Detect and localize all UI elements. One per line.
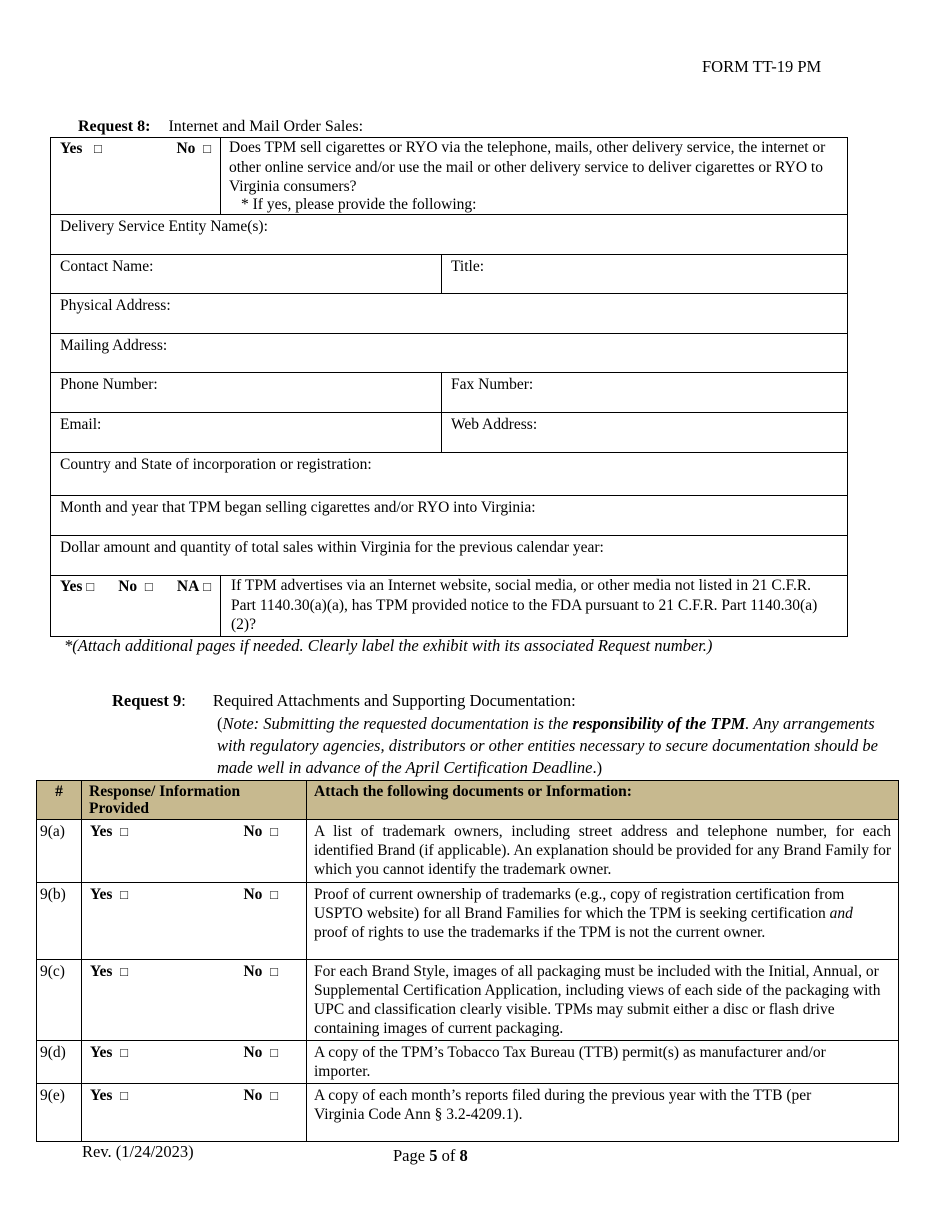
month-year-field[interactable]	[51, 496, 848, 536]
checkbox-icon[interactable]: □	[270, 964, 278, 979]
yes-option[interactable]: Yes □	[90, 963, 128, 980]
na-option[interactable]: NA □	[176, 578, 211, 595]
table-row	[51, 576, 848, 637]
checkbox-icon[interactable]: □	[94, 141, 102, 156]
request-9-table	[36, 780, 899, 1142]
physical-address-field[interactable]	[51, 294, 848, 334]
response-cell	[82, 960, 307, 1041]
attach-note: *(Attach additional pages if needed. Clearly label the exhibit with its associated Request number.)	[64, 636, 713, 655]
yes-option[interactable]: Yes □	[90, 823, 128, 840]
row-number: 9(b)	[37, 883, 82, 960]
checkbox-icon[interactable]: □	[144, 579, 153, 594]
sales-question-cell	[221, 138, 848, 215]
table-row	[51, 413, 848, 453]
revision-date: Rev. (1/24/2023)	[82, 1142, 194, 1161]
checkbox-icon[interactable]: □	[270, 1088, 278, 1103]
table-row	[51, 536, 848, 576]
column-header-number: #	[37, 781, 82, 820]
field-label: Fax Number:	[451, 376, 534, 393]
no-option[interactable]: No □	[176, 140, 211, 157]
request-9-note: (Note: Submitting the requested documentation is the responsibility of the TPM. Any arrangements with regulatory agencies, distributors or other entities necessary to secure documentation should be made well in advance of the April Certification Deadline.)	[217, 714, 878, 777]
document-description: A copy of the TPM’s Tobacco Tax Bureau (TTB) permit(s) as manufacturer and/or importer.	[307, 1041, 899, 1084]
field-label: Month and year that TPM began selling cigarettes and/or RYO into Virginia:	[60, 499, 536, 516]
field-label: Dollar amount and quantity of total sales within Virginia for the previous calendar year:	[60, 539, 604, 556]
dollar-amount-field[interactable]	[51, 536, 848, 576]
no-option[interactable]: No □	[243, 886, 278, 903]
table-row	[51, 373, 848, 413]
table-row	[51, 496, 848, 536]
request-8-table	[50, 137, 848, 637]
table-row	[37, 1084, 899, 1142]
table-row	[51, 453, 848, 496]
response-cell	[82, 1041, 307, 1084]
request-8-heading	[78, 117, 363, 137]
column-header-response: Response/ Information Provided	[82, 781, 307, 820]
table-header-row	[37, 781, 899, 820]
field-label: Title:	[451, 258, 485, 275]
fda-question: If TPM advertises via an Internet website, social media, or other media not listed in 21 C.F.R. Part 1140.30(a)(a), has TPM provided notice to the FDA pursuant to 21 C.F.R. Part 1140.30(a)(2)?	[231, 577, 818, 633]
request-9-heading: Request 9: Required Attachments and Supporting Documentation:	[112, 691, 576, 710]
note-emphasis: responsibility of the TPM	[572, 714, 746, 733]
no-option[interactable]: No □	[243, 1044, 278, 1061]
document-description: Proof of current ownership of trademarks (e.g., copy of registration certification from USPTO website) for all Brand Families for which the TPM is seeking certification and proof of rights to use the trademarks if the TPM is not the current owner.	[307, 883, 899, 960]
field-label: Physical Address:	[60, 297, 171, 314]
field-label: Country and State of incorporation or registration:	[60, 456, 372, 473]
response-cell	[82, 820, 307, 883]
sales-question: Does TPM sell cigarettes or RYO via the telephone, mails, other delivery service, the internet or other online service and/or use the mail or other delivery service to deliver cigarettes or RYO to Virginia consumers?	[229, 139, 826, 195]
delivery-entity-field[interactable]	[51, 215, 848, 255]
request-8-label: Request 8:	[78, 118, 151, 135]
table-row	[37, 883, 899, 960]
response-cell	[82, 883, 307, 960]
table-row	[51, 334, 848, 373]
checkbox-icon[interactable]: □	[120, 1088, 128, 1103]
yes-option[interactable]: Yes □	[90, 886, 128, 903]
no-option[interactable]: No □	[243, 963, 278, 980]
checkbox-icon[interactable]: □	[120, 887, 128, 902]
yes-option[interactable]: Yes □	[60, 140, 102, 157]
field-label: Mailing Address:	[60, 337, 168, 354]
no-option[interactable]: No □	[243, 1087, 278, 1104]
table-row	[51, 294, 848, 334]
fax-field[interactable]	[442, 373, 848, 413]
checkbox-icon[interactable]: □	[270, 824, 278, 839]
table-row	[51, 215, 848, 255]
field-label: Phone Number:	[60, 376, 158, 393]
field-label: Delivery Service Entity Name(s):	[60, 218, 268, 235]
table-row	[51, 255, 848, 294]
checkbox-icon[interactable]: □	[203, 579, 211, 594]
checkbox-icon[interactable]: □	[120, 1045, 128, 1060]
table-row	[37, 1041, 899, 1084]
request-9-title: Required Attachments and Supporting Documentation:	[212, 691, 576, 710]
field-label: Contact Name:	[60, 258, 154, 275]
checkbox-icon[interactable]: □	[270, 887, 278, 902]
field-label: Web Address:	[451, 416, 538, 433]
email-field[interactable]	[51, 413, 442, 453]
checkbox-icon[interactable]: □	[86, 579, 95, 594]
checkbox-icon[interactable]: □	[270, 1045, 278, 1060]
page-number: Page 5 of 8	[393, 1146, 468, 1165]
row-number: 9(e)	[37, 1084, 82, 1142]
checkbox-icon[interactable]: □	[120, 964, 128, 979]
title-field[interactable]	[442, 255, 848, 294]
web-address-field[interactable]	[442, 413, 848, 453]
table-row	[37, 820, 899, 883]
no-option[interactable]: No □	[118, 578, 153, 595]
request-9-label: Request 9	[112, 691, 182, 710]
checkbox-icon[interactable]: □	[203, 141, 211, 156]
document-description: For each Brand Style, images of all packaging must be included with the Initial, Annual, or Supplemental Certification Application, including views of each side of the packaging with UPC and classification clearly visible. TPMs may submit either a disc or flash drive containing images of current packaging.	[307, 960, 899, 1041]
yes-no-na-cell	[51, 576, 221, 637]
field-label: Email:	[60, 416, 102, 433]
country-state-field[interactable]	[51, 453, 848, 496]
column-header-attach: Attach the following documents or Information:	[307, 781, 899, 820]
mailing-address-field[interactable]	[51, 334, 848, 373]
yes-option[interactable]: Yes □	[60, 578, 95, 595]
no-option[interactable]: No □	[243, 823, 278, 840]
row-number: 9(a)	[37, 820, 82, 883]
request-8-title: Internet and Mail Order Sales:	[168, 118, 364, 135]
form-id: FORM TT-19 PM	[702, 57, 822, 76]
document-description: A copy of each month’s reports filed during the previous year with the TTB (per Virginia Code Ann § 3.2-4209.1).	[307, 1084, 899, 1142]
yes-option[interactable]: Yes □	[90, 1087, 128, 1104]
checkbox-icon[interactable]: □	[120, 824, 128, 839]
table-row	[51, 138, 848, 215]
yes-option[interactable]: Yes □	[90, 1044, 128, 1061]
phone-field[interactable]	[51, 373, 442, 413]
yes-no-cell	[51, 138, 221, 215]
row-number: 9(d)	[37, 1041, 82, 1084]
if-yes-note: * If yes, please provide the following:	[241, 195, 477, 213]
table-row	[37, 960, 899, 1041]
fda-question-cell	[221, 576, 848, 637]
row-number: 9(c)	[37, 960, 82, 1041]
response-cell	[82, 1084, 307, 1142]
document-description: A list of trademark owners, including street address and telephone number, for each identified Brand (if applicable). An explanation should be provided for any Brand Family for which you cannot identify the trademark owner.	[307, 820, 899, 883]
contact-name-field[interactable]	[51, 255, 442, 294]
